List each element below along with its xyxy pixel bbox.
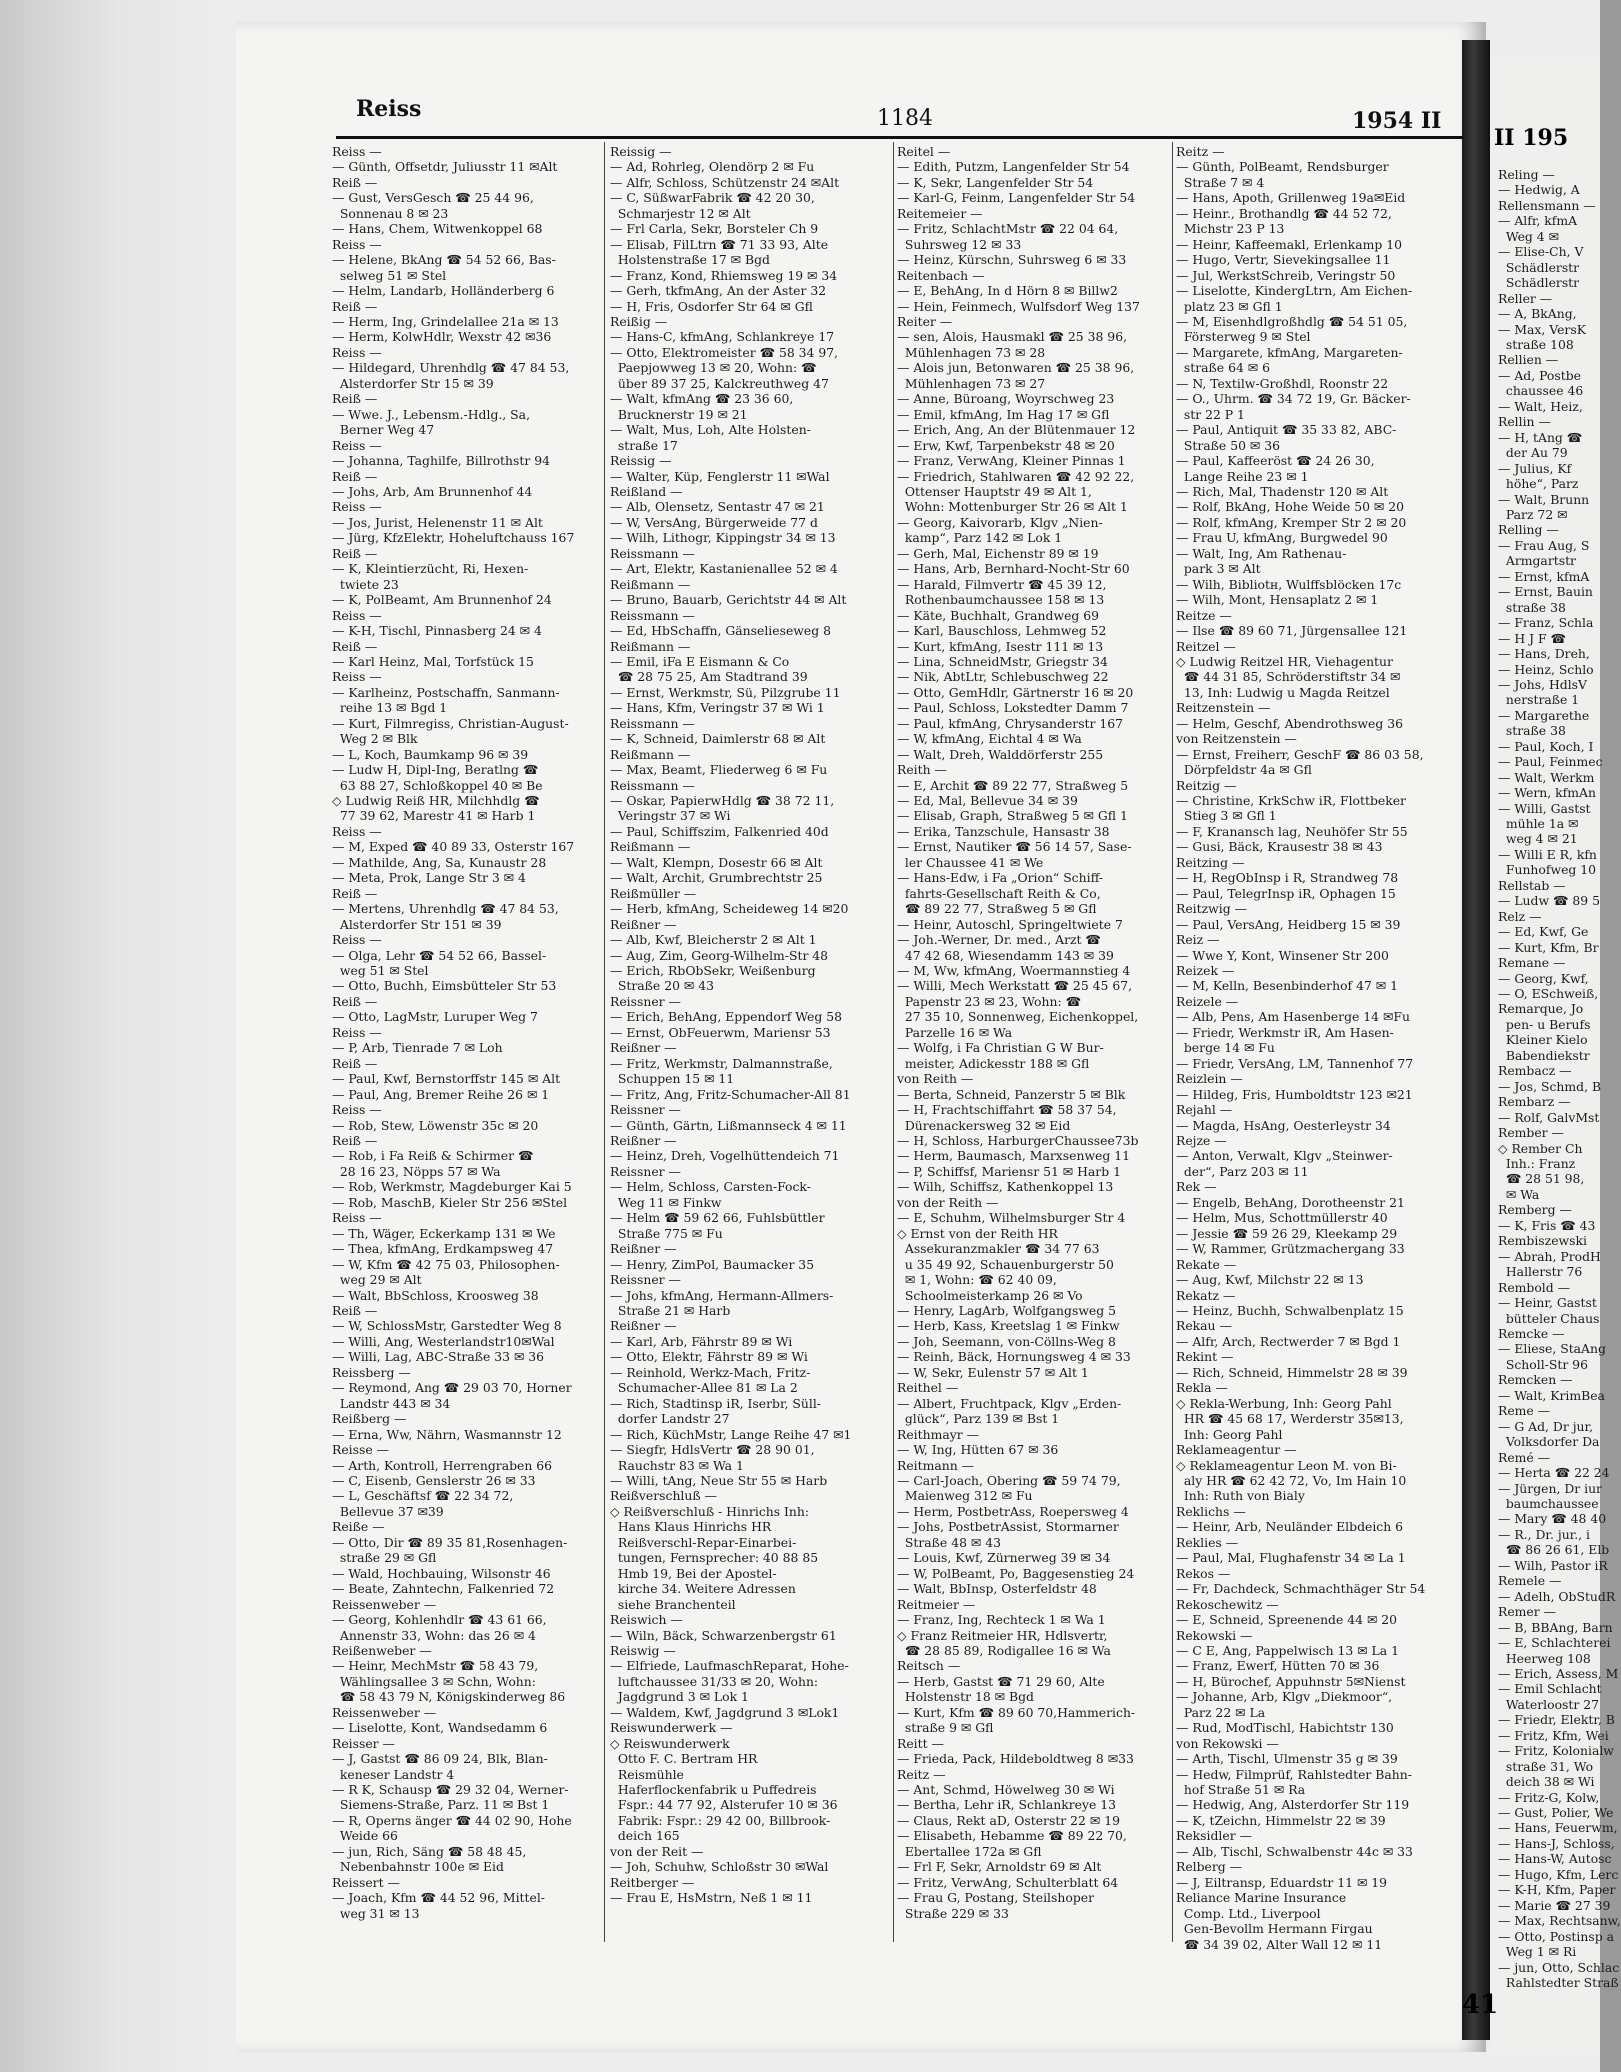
directory-column-4: Reitz — — Günth, PolBeamt, Rendsburger Straße 7 ✉ 4 — Hans, Apoth, Grillenweg 19a✉Eid — Heinr., Brothandlg ☎ 44 52 72, Michstr 23 P 13 — Heinr, Kaffeemakl, Erlenkamp 10 — Hugo, Vertr, Sievekingsallee 11 — Jul, WerkstSchreib, Veringstr 50 — Liselotte, KindergLtrn, Am Eichen- platz 23 ✉ Gfl 1 — M, Eisenhdlgroßhdlg ☎ 54 51 05, Försterweg 9 ✉ Stel — Margarete, kfmAng, Margareten- straße 64 ✉ 6 — N, Textilw-Großhdl, Roonstr 22 — O., Uhrm. ☎ 34 72 19, Gr. Bäcker- str 22 P 1 — Paul, Antiquit ☎ 35 33 82, ABC- Straße 50 ✉ 36 — Paul, Kaffeeröst ☎ 24 26 30, Lange Reihe 23 ✉ 1 — Rich, Mal, Thadenstr 120 ✉ Alt — Rolf, BkAng, Hohe Weide 50 ✉ 20 — Rolf, kfmAng, Kremper Str 2 ✉ 20 — Frau U, kfmAng, Burgwedel 90 — Walt, Ing, Am Rathenau- park 3 ✉ Alt — Wilh, Bibliotн, Wulffsblöcken 17c — Wilh, Mont, Hensaplatz 2 ✉ 1 Reitze — — Ilse ☎ 89 60 71, Jürgensallee 121 Reitzel — ◇ Ludwig Reitzel HR, Viehagentur ☎ 44 31 85, Schröderstiftstr 34 ✉ 13, Inh: Ludwig u Magda Reitzel Reitzenstein — — Helm, Geschf, Abendrothsweg 36 von Reitzenstein — — Ernst, Freiherr, GeschF ☎ 86 03 58, Dörpfeldstr 4a ✉ Gfl Reitzig — — Christine, KrkSchw iR, Flottbeker Stieg 3 ✉ Gfl 1 — F, Kranansch lag, Neuhöfer Str 55 — Gusi, Bäck, Krausestr 38 ✉ 43 Reitzing — — H, RegObInsp i R, Strandweg 78 — Paul, TelegrInsp iR, Ophagen 15 Reitzwig — — Paul, VersAng, Heidberg 15 ✉ 39 Reiz — — Wwe Y, Kont, Winsener Str 200 Reizek — — M, Kelln, Besenbinderhof 47 ✉ 1 Reizele — — Alb, Pens, Am Hasenberge 14 ✉Fu — Friedr, Werkmstr iR, Am Hasen- berge 14 ✉ Fu — Friedr, VersAng, LM, Tannenhof 77 Reizlein — — Hildeg, Fris, Humboldtstr 123 ✉21 Rejahl — — Magda, HsAng, Oesterleystr 34 Rejze — — Anton, Verwalt, Klgv „Steinwer- der“, Parz 203 ✉ 11 Rek — — Engelb, BehAng, Dorotheenstr 21 — Helm, Mus, Schottmüllerstr 40 — Jessie ☎ 59 26 29, Kleekamp 29 — W, Rammer, Grützmachergang 33 Rekate — — Aug, Kwf, Milchstr 22 ✉ 13 Rekatz — — Heinz, Buchh, Schwalbenplatz 15 Rekau — — Alfr, Arch, Rectwerder 7 ✉ Bgd 1 Rekint — — Rich, Schneid, Himmelstr 28 ✉ 39 Rekla — ◇ Rekla-Werbung, Inh: Georg Pahl HR ☎ 45 68 17, Werderstr 35✉13, Inh: Georg Pahl Reklameagentur — ◇ Reklameagentur Leon M. von Bi- aly HR ☎ 62 42 72, Vo, Im Hain 10 Inh: Ruth von Bialy Reklichs — — Heinr, Arb, Neuländer Elbdeich 6 Reklies — — Paul, Mal, Flughafenstr 34 ✉ La 1 Rekos — — Fr, Dachdeck, Schmachthäger Str 54 Rekoschewitz — — E, Schneid, Spreenende 44 ✉ 20 Rekowski — — C E, Ang, Pappelwisch 13 ✉ La 1 — Franz, Ewerf, Hütten 70 ✉ 36 — H, Bürochef, Appuhnstr 5✉Nienst — Johanne, Arb, Klgv „Diekmoor“, Parz 22 ✉ La — Rud, ModTischl, Habichtstr 130 von Rekowski — — Arth, Tischl, Ulmenstr 35 g ✉ 39 — Hedw, Filmprüf, Rahlstedter Bahn- hof Straße 51 ✉ Ra — Hedwig, Ang, Alsterdorfer Str 119 — K, tZeichn, Himmelstr 22 ✉ 39 Reksidler — — Alb, Tischl, Schwalbenstr 44c ✉ 33 Relberg — — J, Eiltransp, Eduardstr 11 ✉ 19 Reliance Marine Insurance Comp. Ltd., Liverpool Gen-Bevollm Hermann Firgau ☎ 34 39 02, Alter Wall 12 ✉ 11 <box>1176 144 1426 1952</box>
next-page-column: Reling — — Hedwig, A Rellensmann — — Alfr, kfmA Weg 4 ✉ — Elise-Ch, V Schädlerstr Schädlerstr Reller — — A, BkAng, — Max, VersK straße 108 Rellien — — Ad, Postbe chaussee 46 — Walt, Heiz, Rellin — — H, tAng ☎ der Au 79 — Julius, Kf höhe“, Parz — Walt, Brunn Parz 72 ✉ Relling — — Frau Aug, S Armgartstr — Ernst, kfmA — Ernst, Bauin straße 38 — Franz, Schla — H J F ☎ — Hans, Dreh, — Heinz, Schlo — Johs, HdlsV nerstraße 1 — Margarethe straße 38 — Paul, Koch, I — Paul, Feinmec — Walt, Werkm — Wern, kfmAn — Willi, Gastst mühle 1a ✉ weg 4 ✉ 21 — Willi E R, kfn Funhofweg 10 Rellstab — — Ludw ☎ 89 5 Relz — — Ed, Kwf, Ge — Kurt, Kfm, Br Remane — — Georg, Kwf, — O, ESchweiß, Remarque, Jo pen- u Berufs Kleiner Kielo Babendiekstr Rembacz — — Jos, Schmd, B Rembarz — — Rolf, GalvMst Rember — ◇ Rember Ch Inh.: Franz ☎ 28 51 98, ✉ Wa Remberg — — K, Fris ☎ 43 Rembiszewski — Abrah, ProdH Hallerstr 76 Rembold — — Heinr, Gastst bütteler Chaus Remcke — — Eliese, StaAng Scholl-Str 96 Remcken — — Walt, KrimBea Reme — — G Ad, Dr jur, Volksdorfer Da Remé — — Herta ☎ 22 24 — Jürgen, Dr iur baumchaussee — Mary ☎ 48 40 — R., Dr. jur., i ☎ 86 26 61, Elb — Wilh, Pastor iR Remele — — Adelh, ObStudR Remer — — B, BBAng, Barn — E, Schlachterei Heerweg 108 — Erich, Assess, M — Emil Schlacht Waterloostr 27 — Friedr, Elektr, B — Fritz, Kfm, Wei — Fritz, Kolonialw straße 31, Wo deich 38 ✉ Wi — Fritz-G, Kolw, — Gust, Polier, We — Hans, Feuerwm, — Hans-J, Schloss, — Hans-W, Autosc — Hugo, Kfm, Lerc — K-H, Kfm, Paper — Marie ☎ 27 39 — Max, Rechtsanw, — Otto, Postinsp a Weg 1 ✉ Ri — jun, Otto, Schlac Rahlstedter Straß <box>1498 167 1621 1991</box>
running-head-name: Reiss <box>356 96 422 122</box>
page-number: 1184 <box>877 106 933 131</box>
footer-number: 41 <box>1462 1990 1499 2020</box>
column-divider <box>893 142 894 1942</box>
next-page-edge <box>1490 55 1621 2055</box>
header-rule <box>336 136 1463 139</box>
directory-column-2: Reissig — — Ad, Rohrleg, Olendörp 2 ✉ Fu — Alfr, Schloss, Schützenstr 24 ✉Alt — C, SüßwarFabrik ☎ 42 20 30, Schmarjestr 12 ✉ Alt — Frl Carla, Sekr, Borsteler Ch 9 — Elisab, FilLtrn ☎ 71 33 93, Alte Holstenstraße 17 ✉ Bgd — Franz, Kond, Rhiemsweg 19 ✉ 34 — Gerh, tkfmAng, An der Aster 32 — H, Fris, Osdorfer Str 64 ✉ Gfl Reißig — — Hans-C, kfmAng, Schlankreye 17 — Otto, Elektromeister ☎ 58 34 97, Paepjowweg 13 ✉ 20, Wohn: ☎ über 89 37 25, Kalckreuthweg 47 — Walt, kfmAng ☎ 23 36 60, Brucknerstr 19 ✉ 21 — Walt, Mus, Loh, Alte Holsten- straße 17 Reissig — — Walter, Küp, Fenglerstr 11 ✉Wal Reißland — — Alb, Olensetz, Sentastr 47 ✉ 21 — W, VersAng, Bürgerweide 77 d — Wilh, Lithogr, Kippingstr 34 ✉ 13 Reissmann — — Art, Elektr, Kastanienallee 52 ✉ 4 Reißmann — — Bruno, Bauarb, Gerichtstr 44 ✉ Alt Reissmann — — Ed, HbSchaffn, Gänselieseweg 8 Reißmann — — Emil, iFa E Eismann & Co ☎ 28 75 25, Am Stadtrand 39 — Ernst, Werkmstr, Sü, Pilzgrube 11 — Hans, Kfm, Veringstr 37 ✉ Wi 1 Reissmann — — K, Schneid, Daimlerstr 68 ✉ Alt Reißmann — — Max, Beamt, Fliederweg 6 ✉ Fu Reissmann — — Oskar, PapierwHdlg ☎ 38 72 11, Veringstr 37 ✉ Wi — Paul, Schiffszim, Falkenried 40d Reißmann — — Walt, Klempn, Dosestr 66 ✉ Alt — Walt, Archit, Grumbrechtstr 25 Reißmüller — — Herb, kfmAng, Scheideweg 14 ✉20 Reißner — — Alb, Kwf, Bleicherstr 2 ✉ Alt 1 — Aug, Zim, Georg-Wilhelm-Str 48 — Erich, RbObSekr, Weißenburg Straße 20 ✉ 43 Reissner — — Erich, BehAng, Eppendorf Weg 58 — Ernst, ObFeuerwm, Mariensr 53 Reißner — — Fritz, Werkmstr, Dalmannstraße, Schuppen 15 ✉ 11 — Fritz, Ang, Fritz-Schumacher-All 81 Reissner — — Günth, Gärtn, Lißmannseck 4 ✉ 11 Reißner — — Heinz, Dreh, Vogelhüttendeich 71 Reissner — — Helm, Schloss, Carsten-Fock- Weg 11 ✉ Finkw — Helm ☎ 59 62 66, Fuhlsbüttler Straße 775 ✉ Fu Reißner — — Henry, ZimPol, Baumacker 35 Reissner — — Johs, kfmAng, Hermann-Allmers- Straße 21 ✉ Harb Reißner — — Karl, Arb, Fährstr 89 ✉ Wi — Otto, Elektr, Fährstr 89 ✉ Wi — Reinhold, Werkz-Mach, Fritz- Schumacher-Allee 81 ✉ La 2 — Rich, Stadtinsp iR, Iserbr, Süll- dorfer Landstr 27 — Rich, KüchMstr, Lange Reihe 47 ✉1 — Siegfr, HdlsVertr ☎ 28 90 01, Rauchstr 83 ✉ Wa 1 — Willi, tAng, Neue Str 55 ✉ Harb Reißverschluß — ◇ Reißverschluß - Hinrichs Inh: Hans Klaus Hinrichs HR Reißverschl-Repar-Einarbei- tungen, Fernsprecher: 40 88 85 Hmb 19, Bei der Apostel- kirche 34. Weitere Adressen siehe Branchenteil Reiswich — — Wiln, Bäck, Schwarzenbergstr 61 Reiswig — — Elfriede, LaufmaschReparat, Hohe- luftchaussee 31/33 ✉ 20, Wohn: Jagdgrund 3 ✉ Lok 1 — Waldem, Kwf, Jagdgrund 3 ✉Lok1 Reiswunderwerk — ◇ Reiswunderwerk Otto F. C. Bertram HR Reismühle Haferflockenfabrik u Puffedreis Fspr.: 44 77 92, Alsterufer 10 ✉ 36 Fabrik: Fspr.: 29 42 00, Billbrook- deich 165 von der Reit — — Joh, Schuhw, Schloßstr 30 ✉Wal Reitberger — — Frau E, HsMstrn, Neß 1 ✉ 11 <box>610 144 852 1906</box>
directory-column-1: Reiss — — Günth, Offsetdr, Juliusstr 11 ✉Alt Reiß — — Gust, VersGesch ☎ 25 44 96, Sonnenau 8 ✉ 23 — Hans, Chem, Witwenkoppel 68 Reiss — — Helene, BkAng ☎ 54 52 66, Bas- selweg 51 ✉ Stel — Helm, Landarb, Holländerberg 6 Reiß — — Herm, Ing, Grindelallee 21a ✉ 13 — Herm, KolwHdlr, Wexstr 42 ✉36 Reiss — — Hildegard, Uhrenhdlg ☎ 47 84 53, Alsterdorfer Str 15 ✉ 39 Reiß — — Wwe. J., Lebensm.-Hdlg., Sa, Berner Weg 47 Reiss — — Johanna, Taghilfe, Billrothstr 94 Reiß — — Johs, Arb, Am Brunnenhof 44 Reiss — — Jos, Jurist, Helenenstr 11 ✉ Alt — Jürg, KfzElektr, Hoheluftchauss 167 Reiß — — K, Kleintierzücht, Ri, Hexen- twiete 23 — K, PolBeamt, Am Brunnenhof 24 Reiss — — K-H, Tischl, Pinnasberg 24 ✉ 4 Reiß — — Karl Heinz, Mal, Torfstück 15 Reiss — — Karlheinz, Postschaffn, Sanmann- reihe 13 ✉ Bgd 1 — Kurt, Filmregiss, Christian-August- Weg 2 ✉ Blk — L, Koch, Baumkamp 96 ✉ 39 — Ludw H, Dipl-Ing, Beratlng ☎ 63 88 27, Schloßkoppel 40 ✉ Be ◇ Ludwig Reiß HR, Milchhdlg ☎ 77 39 62, Marestr 41 ✉ Harb 1 Reiss — — M, Exped ☎ 40 89 33, Osterstr 167 — Mathilde, Ang, Sa, Kunaustr 28 — Meta, Prok, Lange Str 3 ✉ 4 Reiß — — Mertens, Uhrenhdlg ☎ 47 84 53, Alsterdorfer Str 151 ✉ 39 Reiss — — Olga, Lehr ☎ 54 52 66, Bassel- weg 51 ✉ Stel — Otto, Buchh, Eimsbütteler Str 53 Reiß — — Otto, LagMstr, Luruper Weg 7 Reiss — — P, Arb, Tienrade 7 ✉ Loh Reiß — — Paul, Kwf, Bernstorffstr 145 ✉ Alt — Paul, Ang, Bremer Reihe 26 ✉ 1 Reiss — — Rob, Stew, Löwenstr 35c ✉ 20 Reiß — — Rob, i Fa Reiß & Schirmer ☎ 28 16 23, Nöpps 57 ✉ Wa — Rob, Werkmstr, Magdeburger Kai 5 — Rob, MaschB, Kieler Str 256 ✉Stel Reiss — — Th, Wäger, Eckerkamp 131 ✉ We — Thea, kfmAng, Erdkampsweg 47 — W, Kfm ☎ 42 75 03, Philosophen- weg 29 ✉ Alt — Walt, BbSchloss, Kroosweg 38 Reiß — — W, SchlossMstr, Garstedter Weg 8 — Willi, Ang, Westerlandstr10✉Wal — Willi, Lag, ABC-Straße 33 ✉ 36 Reissberg — — Reymond, Ang ☎ 29 03 70, Horner Landstr 443 ✉ 34 Reißberg — — Erna, Ww, Nährn, Wasmannstr 12 Reisse — — Arth, Kontroll, Herrengraben 66 — C, Eisenb, Genslerstr 26 ✉ 33 — L, Geschäftsf ☎ 22 34 72, Bellevue 37 ✉39 Reiße — — Otto, Dir ☎ 89 35 81,Rosenhagen- straße 29 ✉ Gfl — Wald, Hochbauing, Wilsonstr 46 — Beate, Zahntechn, Falkenried 72 Reissenweber — — Georg, Kohlenhdlr ☎ 43 61 66, Annenstr 33, Wohn: das 26 ✉ 4 Reißenweber — — Heinr, MechMstr ☎ 58 43 79, Wählingsallee 3 ✉ Schn, Wohn: ☎ 58 43 79 N, Königskinderweg 86 Reissenweber — — Liselotte, Kont, Wandsedamm 6 Reisser — — J, Gastst ☎ 86 09 24, Blk, Blan- keneser Landstr 4 — R K, Schausp ☎ 29 32 04, Werner- Siemens-Straße, Parz. 11 ✉ Bst 1 — R, Operns änger ☎ 44 02 90, Hohe Weide 66 — jun, Rich, Säng ☎ 58 48 45, Nebenbahnstr 100e ✉ Eid Reissert — — Joach, Kfm ☎ 44 52 96, Mittel- weg 31 ✉ 13 <box>332 144 575 1921</box>
book-gutter <box>1462 40 1490 2040</box>
column-divider <box>1172 142 1173 1942</box>
running-head-year: 1954 II <box>1352 108 1442 134</box>
directory-column-3: Reitel — — Edith, Putzm, Langenfelder Str 54 — K, Sekr, Langenfelder Str 54 — Karl-G, Feinm, Langenfelder Str 54 Reitemeier — — Fritz, SchlachtMstr ☎ 22 04 64, Suhrsweg 12 ✉ 33 — Heinz, Kürschn, Suhrsweg 6 ✉ 33 Reitenbach — — E, BehAng, In d Hörn 8 ✉ Billw2 — Hein, Feinmech, Wulfsdorf Weg 137 Reiter — — sen, Alois, Hausmakl ☎ 25 38 96, Mühlenhagen 73 ✉ 28 — Alois jun, Betonwaren ☎ 25 38 96, Mühlenhagen 73 ✉ 27 — Anne, Büroang, Woyrschweg 23 — Emil, kfmAng, Im Hag 17 ✉ Gfl — Erich, Ang, An der Blütenmauer 12 — Erw, Kwf, Tarpenbekstr 48 ✉ 20 — Franz, VerwAng, Kleiner Pinnas 1 — Friedrich, Stahlwaren ☎ 42 92 22, Ottenser Hauptstr 49 ✉ Alt 1, Wohn: Mottenburger Str 26 ✉ Alt 1 — Georg, Kaivorarb, Klgv „Nien- kamp“, Parz 142 ✉ Lok 1 — Gerh, Mal, Eichenstr 89 ✉ 19 — Hans, Arb, Bernhard-Nocht-Str 60 — Harald, Filmvertr ☎ 45 39 12, Rothenbaumchaussee 158 ✉ 13 — Käte, Buchhalt, Grandweg 69 — Karl, Bauschloss, Lehmweg 52 — Kurt, kfmAng, Isestr 111 ✉ 13 — Lina, SchneidMstr, Griegstr 34 — Nik, AbtLtr, Schlebuschweg 22 — Otto, GemHdlr, Gärtnerstr 16 ✉ 20 — Paul, Schloss, Lokstedter Damm 7 — Paul, kfmAng, Chrysanderstr 167 — W, kfmAng, Eichtal 4 ✉ Wa — Walt, Dreh, Walddörferstr 255 Reith — — E, Archit ☎ 89 22 77, Straßweg 5 — Ed, Mal, Bellevue 34 ✉ 39 — Elisab, Graph, Straßweg 5 ✉ Gfl 1 — Erika, Tanzschule, Hansastr 38 — Ernst, Nautiker ☎ 56 14 57, Sase- ler Chaussee 41 ✉ We — Hans-Edw, i Fa „Orion“ Schiff- fahrts-Gesellschaft Reith & Co, ☎ 89 22 77, Straßweg 5 ✉ Gfl — Heinr, Autoschl, Springeltwiete 7 — Joh.-Werner, Dr. med., Arzt ☎ 47 42 68, Wiesendamm 143 ✉ 39 — M, Ww, kfmAng, Woermannstieg 4 — Willi, Mech Werkstatt ☎ 25 45 67, Papenstr 23 ✉ 23, Wohn: ☎ 27 35 10, Sonnenweg, Eichenkoppel, Parzelle 16 ✉ Wa — Wolfg, i Fa Christian G W Bur- meister, Adickesstr 188 ✉ Gfl von Reith — — Berta, Schneid, Panzerstr 5 ✉ Blk — H, Frachtschiffahrt ☎ 58 37 54, Dürenackersweg 32 ✉ Eid — H, Schloss, HarburgerChaussee73b — Herm, Baumasch, Marxsenweg 11 — P, Schiffsf, Mariensr 51 ✉ Harb 1 — Wilh, Schiffsz, Kathenkoppel 13 von der Reith — — E, Schuhm, Wilhelmsburger Str 4 ◇ Ernst von der Reith HR Assekuranzmakler ☎ 34 77 63 u 35 49 92, Schauenburgerstr 50 ✉ 1, Wohn: ☎ 62 40 09, Schoolmeisterkamp 26 ✉ Vo — Henry, LagArb, Wolfgangsweg 5 — Herb, Kass, Kreetslag 1 ✉ Finkw — Joh, Seemann, von-Cöllns-Weg 8 — Reinh, Bäck, Hornungsweg 4 ✉ 33 — W, Sekr, Eulenstr 57 ✉ Alt 1 Reithel — — Albert, Fruchtpack, Klgv „Erden- glück“, Parz 139 ✉ Bst 1 Reithmayr — — W, Ing, Hütten 67 ✉ 36 Reitmann — — Carl-Joach, Obering ☎ 59 74 79, Maienweg 312 ✉ Fu — Herm, PostbetrAss, Roepersweg 4 — Johs, PostbetrAssist, Stormarner Straße 48 ✉ 43 — Louis, Kwf, Zürnerweg 39 ✉ 34 — W, PolBeamt, Po, Baggesenstieg 24 — Walt, BbInsp, Osterfeldstr 48 Reitmeier — — Franz, Ing, Rechteck 1 ✉ Wa 1 ◇ Franz Reitmeier HR, Hdlsvertr, ☎ 28 85 89, Rodigallee 16 ✉ Wa Reitsch — — Herb, Gastst ☎ 71 29 60, Alte Holstenstr 18 ✉ Bgd — Kurt, Kfm ☎ 89 60 70,Hammerich- straße 9 ✉ Gfl Reitt — — Frieda, Pack, Hildeboldtweg 8 ✉33 Reitz — — Ant, Schmd, Höwelweg 30 ✉ Wi — Bertha, Lehr iR, Schlankreye 13 — Claus, Rekt aD, Osterstr 22 ✉ 19 — Elisabeth, Hebamme ☎ 89 22 70, Ebertallee 172a ✉ Gfl — Frl F, Sekr, Arnoldstr 69 ✉ Alt — Fritz, VerwAng, Schulterblatt 64 — Frau G, Postang, Steilshoper Straße 229 ✉ 33 <box>897 144 1140 1921</box>
next-page-header: II 195 <box>1494 125 1569 151</box>
column-divider <box>604 142 605 1942</box>
